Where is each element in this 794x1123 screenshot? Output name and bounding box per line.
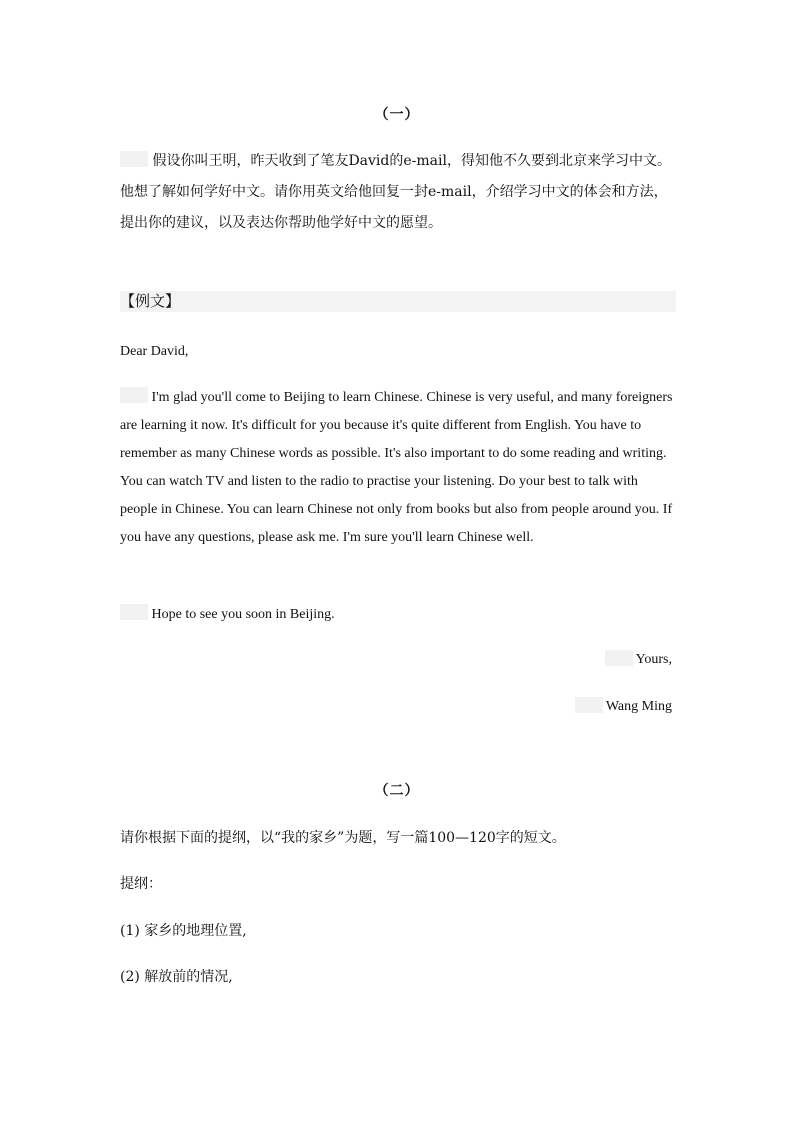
indent-shade xyxy=(120,387,148,403)
indent-shade xyxy=(605,650,633,666)
section-two-title: （二） xyxy=(374,783,420,799)
indent-shade xyxy=(575,697,603,713)
letter-closing-text: Hope to see you soon in Beijing. xyxy=(151,607,335,622)
section-one-title: （一） xyxy=(374,107,420,123)
example-label: 【例文】 xyxy=(120,291,676,312)
letter-salutation: Dear David, xyxy=(120,344,189,359)
outline-label: 提纲： xyxy=(120,876,162,892)
letter-body xyxy=(120,384,676,552)
letter-body-text: I'm glad you'll come to Beijing to learn Chinese. Chinese is very useful, and many foreigners are learning it now. It's difficult for you because it's quite different from English. You have to remember as many Chinese words as possible. It's also important to do some reading and writing. You can watch TV and listen to the radio to practise your listening. Do your best to talk with people in Chinese. You can learn Chinese not only from books but also from people around you. If you have any questions, please ask me. I'm sure you'll learn Chinese well. xyxy=(120,390,673,545)
indent-shade xyxy=(120,151,148,167)
section-one-prompt-text: 假设你叫王明，昨天收到了笔友David的e-mail，得知他不久要到北京来学习中文。他想了解如何学好中文。请你用英文给他回复一封e-mail，介绍学习中文的体会和方法，提出你的建议，以及表达你帮助他学好中文的愿望。 xyxy=(120,153,671,231)
outline-item: (1) 家乡的地理位置, xyxy=(120,923,247,939)
indent-shade xyxy=(120,604,148,620)
section-one-prompt xyxy=(120,146,680,239)
section-two-prompt: 请你根据下面的提纲，以“我的家乡”为题，写一篇100—120字的短文。 xyxy=(120,830,566,846)
letter-signature xyxy=(575,697,672,716)
letter-sign-off xyxy=(605,650,672,669)
letter-signature-text: Wang Ming xyxy=(605,699,672,714)
letter-closing-line xyxy=(120,604,335,624)
outline-item: (2) 解放前的情况, xyxy=(120,969,233,985)
letter-sign-off-text: Yours, xyxy=(635,652,672,667)
